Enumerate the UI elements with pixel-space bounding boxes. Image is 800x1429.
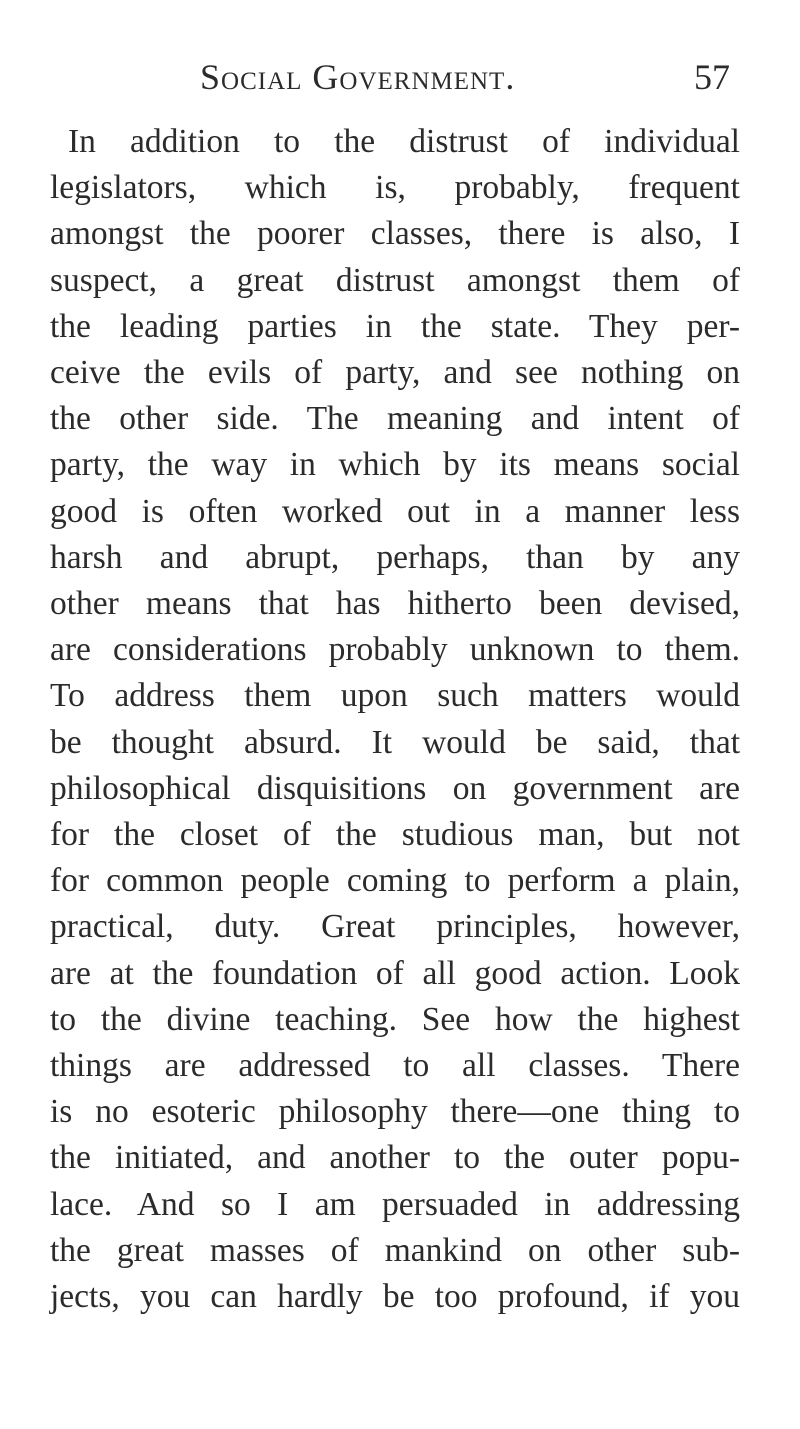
text-line: philosophical disquisitions on government are xyxy=(50,769,740,807)
text-line: the initiated, and another to the outer popu- xyxy=(50,1139,740,1177)
running-head xyxy=(50,55,730,99)
text-line: the leading parties in the state. They per- xyxy=(50,307,740,345)
text-line: for common people coming to perform a plain, xyxy=(50,862,740,900)
text-line: In addition to the distrust of individual xyxy=(68,123,740,160)
text-line: harsh and abrupt, perhaps, than by any xyxy=(50,538,740,576)
page-number: 57 xyxy=(694,57,730,97)
text-line: good is often worked out in a manner less xyxy=(50,492,740,530)
text-line: jects, you can hardly be too profound, if you xyxy=(50,1278,740,1316)
text-line: To address them upon such matters would xyxy=(50,677,740,715)
text-line: is no esoteric philosophy there—one thing to xyxy=(50,1093,740,1131)
body-paragraph xyxy=(50,119,740,1320)
text-line: be thought absurd. It would be said, that xyxy=(50,723,740,761)
text-line: are at the foundation of all good action. Look xyxy=(50,954,740,992)
text-line: to the divine teaching. See how the highest xyxy=(50,1000,740,1038)
text-line: amongst the poorer classes, there is also, I xyxy=(50,215,740,253)
text-line: things are addressed to all classes. There xyxy=(50,1047,740,1085)
text-line: other means that has hitherto been devised, xyxy=(50,585,740,623)
text-line: practical, duty. Great principles, however, xyxy=(50,908,740,946)
text-line: party, the way in which by its means social xyxy=(50,446,740,484)
text-line: for the closet of the studious man, but not xyxy=(50,816,740,854)
text-line: are considerations probably unknown to them. xyxy=(50,631,740,669)
text-line: legislators, which is, probably, frequent xyxy=(50,169,740,207)
text-line: suspect, a great distrust amongst them of xyxy=(50,261,740,299)
text-line: the other side. The meaning and intent of xyxy=(50,400,740,438)
running-title: Social Government. xyxy=(200,57,516,97)
text-line: ceive the evils of party, and see nothing on xyxy=(50,354,740,392)
text-line: the great masses of mankind on other sub- xyxy=(50,1231,740,1269)
text-line: lace. And so I am persuaded in addressing xyxy=(50,1185,740,1223)
